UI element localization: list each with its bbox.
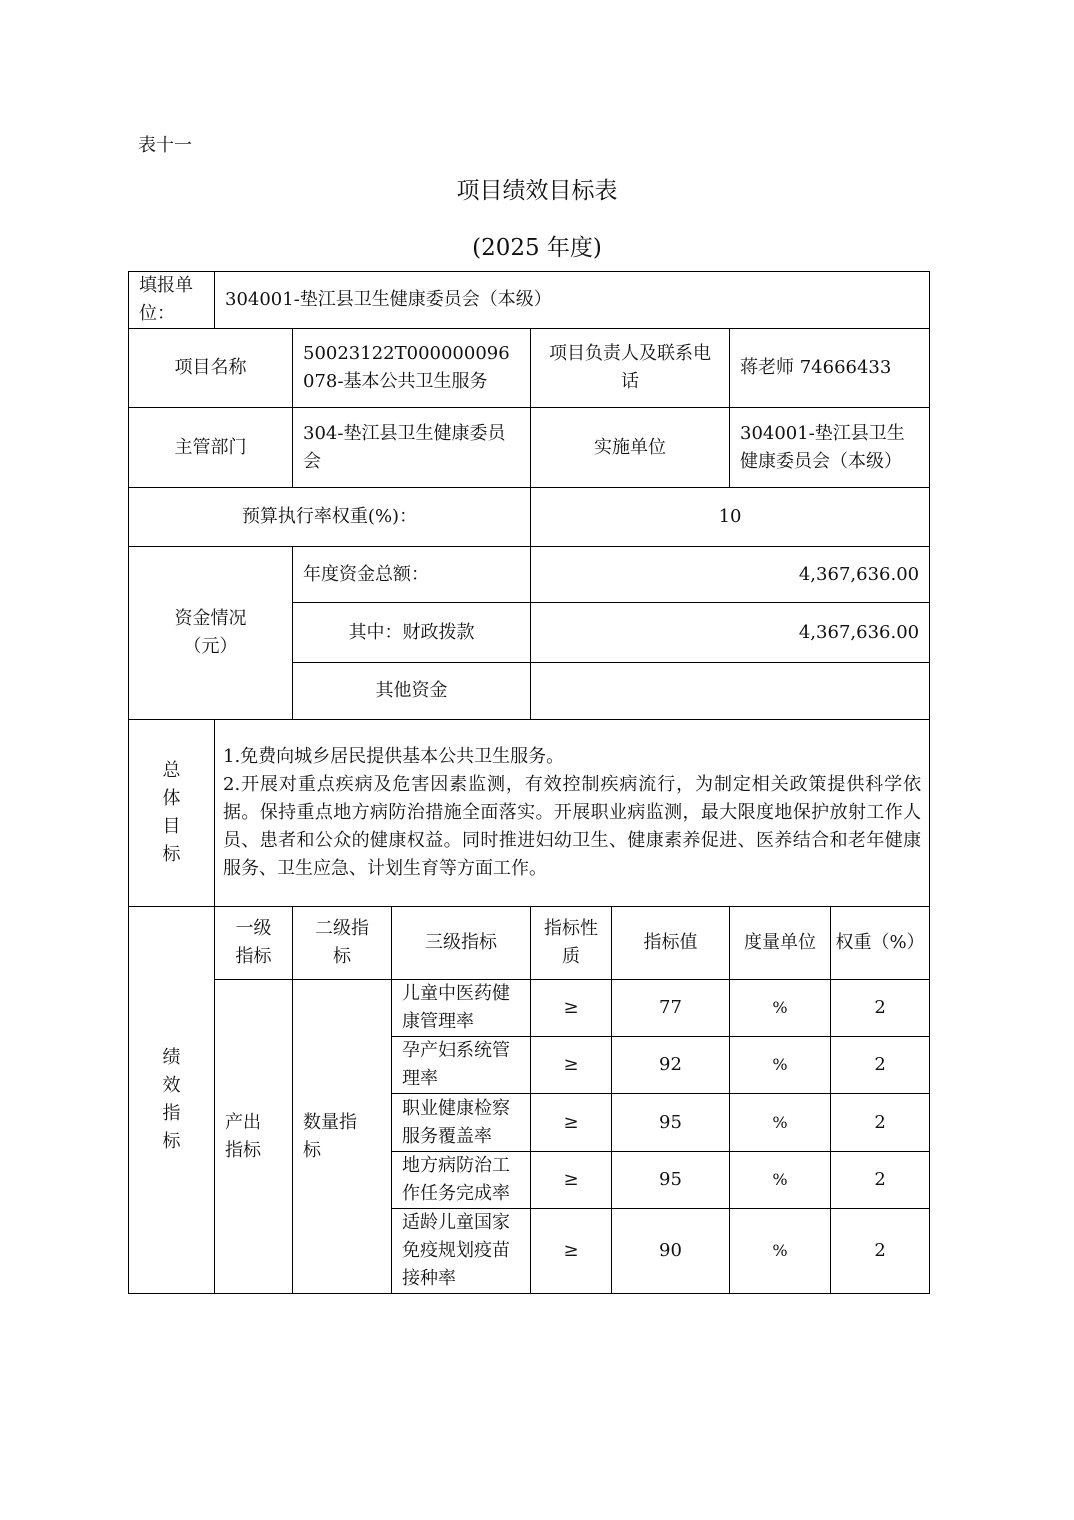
metric-value: 95	[612, 1152, 730, 1209]
metric-nature: ≥	[531, 1209, 612, 1294]
page-label: 表十一	[138, 135, 192, 156]
metric-nature: ≥	[531, 1094, 612, 1152]
page-subtitle-year: (2025 年度)	[472, 235, 602, 261]
table-row	[129, 488, 930, 547]
metric-value: 95	[612, 1094, 730, 1152]
dept-value: 304-垫江县卫生健康委员会	[293, 408, 531, 488]
funds-fiscal-value: 4,367,636.00	[531, 603, 930, 663]
metric-nature: ≥	[531, 1037, 612, 1094]
metric-name: 适龄儿童国家免疫规划疫苗接种率	[392, 1209, 531, 1294]
funds-other-value	[531, 663, 930, 720]
funds-label: 资金情况（元）	[129, 547, 293, 720]
funds-total-value: 4,367,636.00	[531, 547, 930, 603]
funds-total-label: 年度资金总额：	[293, 547, 531, 603]
metric-unit: %	[730, 1209, 831, 1294]
project-name-value: 50023122T000000096078-基本公共卫生服务	[293, 329, 531, 408]
level1-indicator: 产出指标	[215, 980, 293, 1294]
column-header: 指标性质	[531, 907, 612, 980]
metric-weight: 2	[831, 1094, 930, 1152]
contact-value: 蒋老师 74666433	[730, 329, 930, 408]
overall-goal-line-2: 2.开展对重点疾病及危害因素监测，有效控制疾病流行，为制定相关政策提供科学依据。保持重点地方病防治措施全面落实。开展职业病监测，最大限度地保护放射工作人员、患者和公众的健康权益。同时推进妇幼卫生、健康素养促进、医养结合和老年健康服务、卫生应急、计划生育等方面工作。	[223, 774, 922, 879]
impl-value: 304001-垫江县卫生健康委员会（本级）	[730, 408, 930, 488]
budget-weight-label: 预算执行率权重(%)：	[129, 488, 531, 547]
page-title: 项目绩效目标表	[456, 178, 618, 204]
project-name-label: 项目名称	[129, 329, 293, 408]
metric-value: 90	[612, 1209, 730, 1294]
performance-target-table	[128, 271, 930, 1294]
table-row	[129, 980, 930, 1037]
column-header: 权重（%）	[831, 907, 930, 980]
metric-name: 地方病防治工作任务完成率	[392, 1152, 531, 1209]
table-row	[129, 408, 930, 488]
metric-unit: %	[730, 1037, 831, 1094]
dept-label: 主管部门	[129, 408, 293, 488]
metric-unit: %	[730, 980, 831, 1037]
metric-weight: 2	[831, 980, 930, 1037]
funds-other-label: 其他资金	[293, 663, 531, 720]
overall-goal-line-1: 1.免费向城乡居民提供基本公共卫生服务。	[223, 746, 565, 767]
column-header: 二级指标	[293, 907, 392, 980]
metric-weight: 2	[831, 1209, 930, 1294]
metric-name: 孕产妇系统管理率	[392, 1037, 531, 1094]
column-header: 三级指标	[392, 907, 531, 980]
metric-weight: 2	[831, 1037, 930, 1094]
metric-value: 77	[612, 980, 730, 1037]
impl-label: 实施单位	[531, 408, 730, 488]
metric-weight: 2	[831, 1152, 930, 1209]
metric-nature: ≥	[531, 1152, 612, 1209]
contact-label: 项目负责人及联系电话	[531, 329, 730, 408]
metric-name: 职业健康检察服务覆盖率	[392, 1094, 531, 1152]
table-row	[129, 907, 930, 980]
overall-goal-label: 总体目标	[129, 720, 215, 907]
budget-weight-value: 10	[531, 488, 930, 547]
metric-nature: ≥	[531, 980, 612, 1037]
column-header: 度量单位	[730, 907, 831, 980]
overall-goal-text	[215, 720, 930, 907]
table-row	[129, 272, 930, 329]
funds-fiscal-label: 其中：财政拨款	[293, 603, 531, 663]
table-row	[129, 720, 930, 907]
metric-name: 儿童中医药健康管理率	[392, 980, 531, 1037]
unit-value: 304001-垫江县卫生健康委员会（本级）	[215, 272, 930, 329]
column-header: 一级指标	[215, 907, 293, 980]
metric-unit: %	[730, 1152, 831, 1209]
column-header: 指标值	[612, 907, 730, 980]
level2-indicator: 数量指标	[293, 980, 392, 1294]
table-row	[129, 547, 930, 603]
metric-value: 92	[612, 1037, 730, 1094]
performance-label: 绩效指标	[129, 907, 215, 1294]
unit-label: 填报单位：	[129, 272, 215, 329]
table-row	[129, 329, 930, 408]
metric-unit: %	[730, 1094, 831, 1152]
